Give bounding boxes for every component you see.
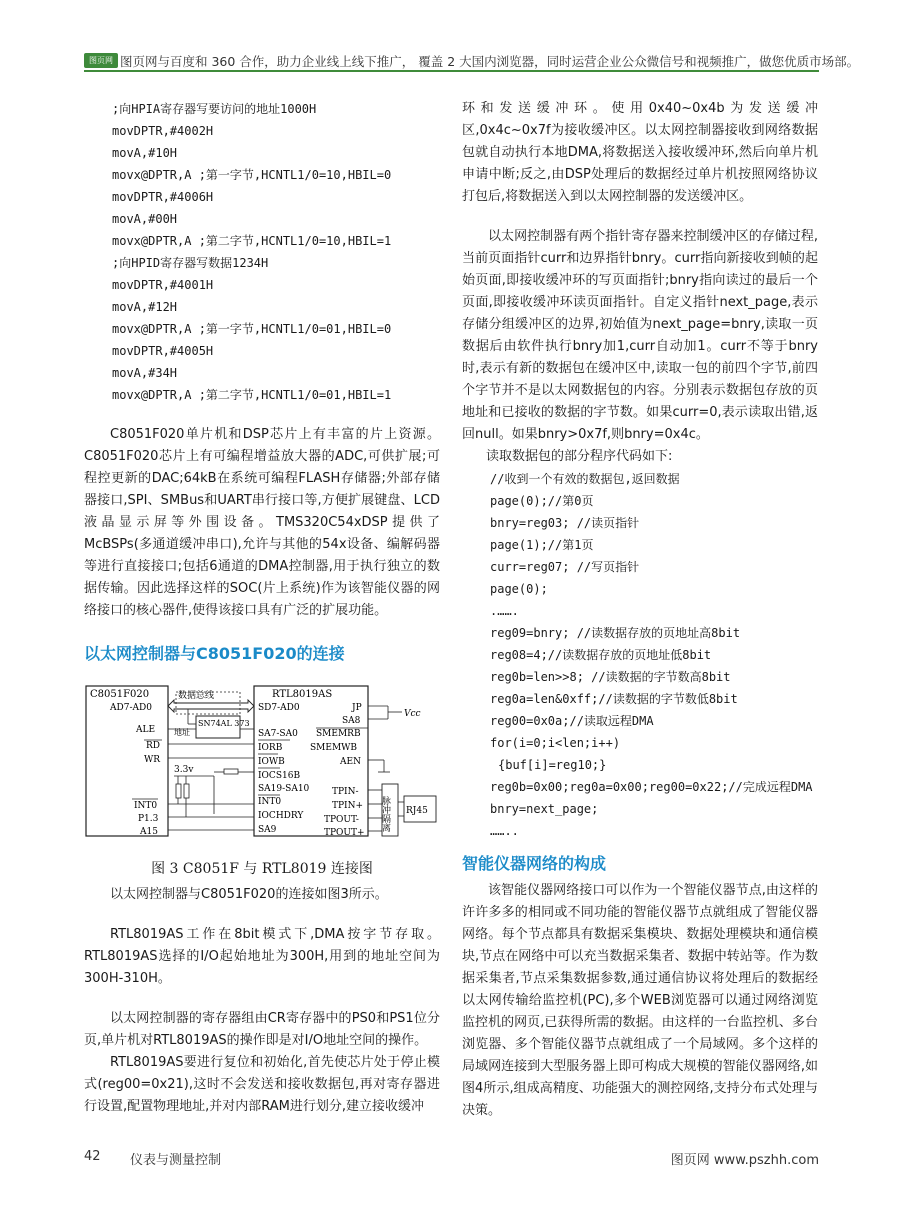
pin-smemwb: SMEMWB bbox=[310, 743, 358, 753]
code-line: ;向HPID寄存器写数据1234H bbox=[112, 256, 269, 270]
site-logo: 图页网 bbox=[84, 53, 118, 68]
pin-tpout-minus: TPOUT- bbox=[324, 815, 359, 825]
pin-int0-left: INT0 bbox=[134, 801, 158, 811]
pin-sa7-sa0: SA7-SA0 bbox=[258, 729, 298, 739]
page-footer bbox=[84, 1149, 819, 1171]
promo-banner bbox=[0, 0, 900, 76]
code-line: for(i=0;i<len;i++) bbox=[490, 736, 621, 750]
pin-tpin-plus: TPIN+ bbox=[332, 801, 364, 811]
dma-paragraph: RTL8019AS工作在8bit模式下,DMA按字节存取。RTL8019AS选择的I/O起始地址为300H,用到的地址空间为300H-310H。 bbox=[84, 927, 440, 986]
bus-label: 数据总线 bbox=[178, 691, 215, 701]
right-chip-label: RTL8019AS bbox=[272, 689, 333, 700]
pin-int0-right: INT0 bbox=[258, 797, 282, 807]
reset-paragraph: RTL8019AS要进行复位和初始化,首先使芯片处于停止模式(reg00=0x21),这时不会发送和接收数据包,再对寄存器进行设置,配置物理地址,并对内部RAM进行划分,建立接收缓冲 bbox=[84, 1055, 440, 1114]
pin-sd7-ad0: SD7-AD0 bbox=[258, 703, 300, 713]
latch-pin: 地址 bbox=[174, 728, 190, 737]
pin-sa8: SA8 bbox=[342, 716, 361, 726]
code-line: page(0); bbox=[490, 582, 548, 596]
page-number: 42 bbox=[84, 1149, 101, 1164]
code-line: movDPTR,#4006H bbox=[112, 190, 214, 204]
pin-tpin-minus: TPIN- bbox=[332, 787, 359, 797]
buffer-paragraph: 环和发送缓冲环。使用0x40~0x4b为发送缓冲区,0x4c~0x7f为接收缓冲区。以太网控制器接收到网络数据包就自动执行本地DMA,将数据送入接收缓冲环,然后向单片机申请中断;反之,由DSP处理后的数据经过单片机按照网络协议打包后,将数据送入到以太网控制器的发送缓冲区。 bbox=[462, 101, 818, 204]
banner-text: 图页网与百度和 360 合作，助力企业线上线下推广， 覆盖 2 大国内浏览器，同时运营企业公众微信号和视频推广，做您优质市场部。 bbox=[120, 54, 860, 69]
code-line: bnry=reg03; //读页指针 bbox=[490, 516, 640, 530]
code-line: page(0);//第0页 bbox=[490, 494, 594, 508]
pin-p13: P1.3 bbox=[138, 814, 159, 824]
voltage-label: 3.3v bbox=[174, 765, 194, 775]
left-column-lower bbox=[84, 884, 440, 1118]
code-line: bnry=next_page; bbox=[490, 802, 599, 816]
vcc-label: Vcc bbox=[404, 709, 421, 719]
left-column bbox=[84, 98, 440, 666]
code-line: movx@DPTR,A ;第一字节,HCNTL1/0=01,HBIL=0 bbox=[112, 322, 392, 336]
latch-label: SN74AL 373 bbox=[198, 719, 250, 728]
code-line: movx@DPTR,A ;第一字节,HCNTL1/0=10,HBIL=0 bbox=[112, 168, 392, 182]
pointer-paragraph: 以太网控制器有两个指针寄存器来控制缓冲区的存储过程,当前页面指针curr和边界指针bnry。curr指向新接收到帧的起始页面,即接收缓冲环的写页面指针;bnry指向读过的最后一个页面,即接收缓冲环读页面指针。自定义指针next_page,表示存储分组缓冲区的边界,初始值为next_page=bnry,读取一页数据后由软件执行bnry加1,curr自动加1。curr不等于bnry时,表示有新的数据包在缓冲区中,读取一包的前四个字节,前四个字节并不是以太网数据包的内容。分别表示数据包存放的页地址和已接收的数据的字节数。如果curr=0,表示读取出错,返回null。如果bnry>0x7f,则bnry=0x4c。 bbox=[462, 229, 818, 442]
soc-paragraph: C8051F020单片机和DSP芯片上有丰富的片上资源。C8051F020芯片上有可编程增益放大器的ADC,可供扩展;可程控更新的DAC;64kB在系统可编程FLASH存储器;外部存储器接口,SPI、SMBus和UART串行接口等,方便扩展键盘、LCD液晶显示屏等外围设备。TMS320C54xDSP提供了McBSPs(多通道缓冲串口),允许与其他的54x设备、编解码器等进行直接接口;包括6通道的DMA控制器,用于执行独立的数据传输。因此选择这样的SOC(片上系统)作为该智能仪器的网络接口的核心器件,使得该接口具有广泛的扩展功能。 bbox=[84, 427, 440, 618]
pin-iowb: IOWB bbox=[258, 757, 285, 767]
banner-divider bbox=[84, 70, 819, 72]
pin-sa19-sa10: SA19-SA10 bbox=[258, 784, 310, 794]
read-code-block bbox=[462, 468, 818, 842]
footer-site: 图页网 www.pszhh.com bbox=[670, 1153, 819, 1168]
hpi-code-block bbox=[84, 98, 440, 406]
journal-name: 仪表与测量控制 bbox=[130, 1153, 222, 1168]
pin-iochdry: IOCHDRY bbox=[258, 811, 304, 821]
section-heading-network: 智能仪器网络的构成 bbox=[462, 854, 607, 873]
code-line: movDPTR,#4002H bbox=[112, 124, 214, 138]
code-line: movx@DPTR,A ;第二字节,HCNTL1/0=01,HBIL=1 bbox=[112, 388, 392, 402]
code-line: reg0b=0x00;reg0a=0x00;reg00=0x22;//完成远程DMA bbox=[490, 780, 813, 794]
code-line: movx@DPTR,A ;第二字节,HCNTL1/0=10,HBIL=1 bbox=[112, 234, 392, 248]
pin-iorb: IORB bbox=[258, 743, 283, 753]
code-line: reg0b=len>>8; //读数据的字节数高8bit bbox=[490, 670, 731, 684]
code-line: page(1);//第1页 bbox=[490, 538, 594, 552]
code-line: movA,#10H bbox=[112, 146, 178, 160]
pin-smemrb: SMEMRB bbox=[316, 729, 361, 739]
right-column bbox=[462, 98, 818, 1122]
pin-ale: ALE bbox=[136, 725, 156, 735]
pin-wr: WR bbox=[144, 755, 161, 765]
left-chip-label: C8051F020 bbox=[90, 689, 150, 700]
pin-jp: JP bbox=[352, 703, 362, 713]
pin-sa9: SA9 bbox=[258, 825, 277, 835]
pin-iocs16b: IOCS16B bbox=[258, 771, 301, 781]
code-line: //收到一个有效的数据包,返回数据 bbox=[490, 472, 680, 486]
code-line: movDPTR,#4001H bbox=[112, 278, 214, 292]
code-line: …….. bbox=[490, 824, 519, 838]
pin-ad7-ad0: AD7-AD0 bbox=[110, 703, 152, 713]
pin-tpout-plus: TPOUT+ bbox=[324, 828, 365, 838]
code-line: ;向HPIA寄存器写要访问的地址1000H bbox=[112, 102, 317, 116]
code-line: reg0a=len&0xff;//读数据的字节数低8bit bbox=[490, 692, 738, 706]
code-line: .……. bbox=[490, 604, 519, 618]
code-line: movA,#34H bbox=[112, 366, 178, 380]
rj45-label: RJ45 bbox=[406, 806, 428, 816]
code-line: movDPTR,#4005H bbox=[112, 344, 214, 358]
code-intro: 读取数据包的部分程序代码如下: bbox=[486, 449, 673, 464]
code-line: curr=reg07; //写页指针 bbox=[490, 560, 640, 574]
connection-diagram bbox=[84, 684, 440, 840]
code-line: reg09=bnry; //读数据存放的页地址高8bit bbox=[490, 626, 741, 640]
code-line: movA,#00H bbox=[112, 212, 178, 226]
figure-caption: 图 3 C8051F 与 RTL8019 连接图 bbox=[151, 861, 373, 877]
code-line: reg08=4;//读数据存放的页地址低8bit bbox=[490, 648, 712, 662]
network-paragraph: 该智能仪器网络接口可以作为一个智能仪器节点,由这样的许许多多的相同或不同功能的智能仪器节点就组成了智能仪器网络。每个节点都具有数据采集模块、数据处理模块和通信模块,节点在网络中可以充当数据采集者、数据中转站等。作为数据采集者,节点采集数据参数,通过通信协议将处理后的数据经以太网传输给监控机(PC),多个WEB浏览器可以通过网络浏览监控机的网页,已获得所需的数据。由这样的一台监控机、多台浏览器、多个智能仪器节点就组成了一个局域网。多个这样的局域网连接到大型服务器上即可构成大规模的智能仪器网络,如图4所示,组成高精度、功能强大的测控网络,支持分布式处理与决策。 bbox=[462, 883, 818, 1118]
code-line: reg00=0x0a;//读取远程DMA bbox=[490, 714, 654, 728]
pin-a15: A15 bbox=[140, 827, 158, 837]
code-line: {buf[i]=reg10;} bbox=[498, 758, 607, 772]
pin-rd: RD bbox=[146, 741, 160, 751]
section-heading-ethernet: 以太网控制器与C8051F020的连接 bbox=[84, 644, 345, 663]
figure-reference-paragraph: 以太网控制器与C8051F020的连接如图3所示。 bbox=[110, 887, 388, 902]
pin-aen: AEN bbox=[340, 757, 361, 767]
code-line: movA,#12H bbox=[112, 300, 178, 314]
register-paragraph: 以太网控制器的寄存器组由CR寄存器中的PS0和PS1位分页,单片机对RTL8019AS的操作即是对I/O地址空间的操作。 bbox=[84, 1011, 440, 1048]
transformer-label: 脉冲隔离 bbox=[380, 796, 390, 832]
